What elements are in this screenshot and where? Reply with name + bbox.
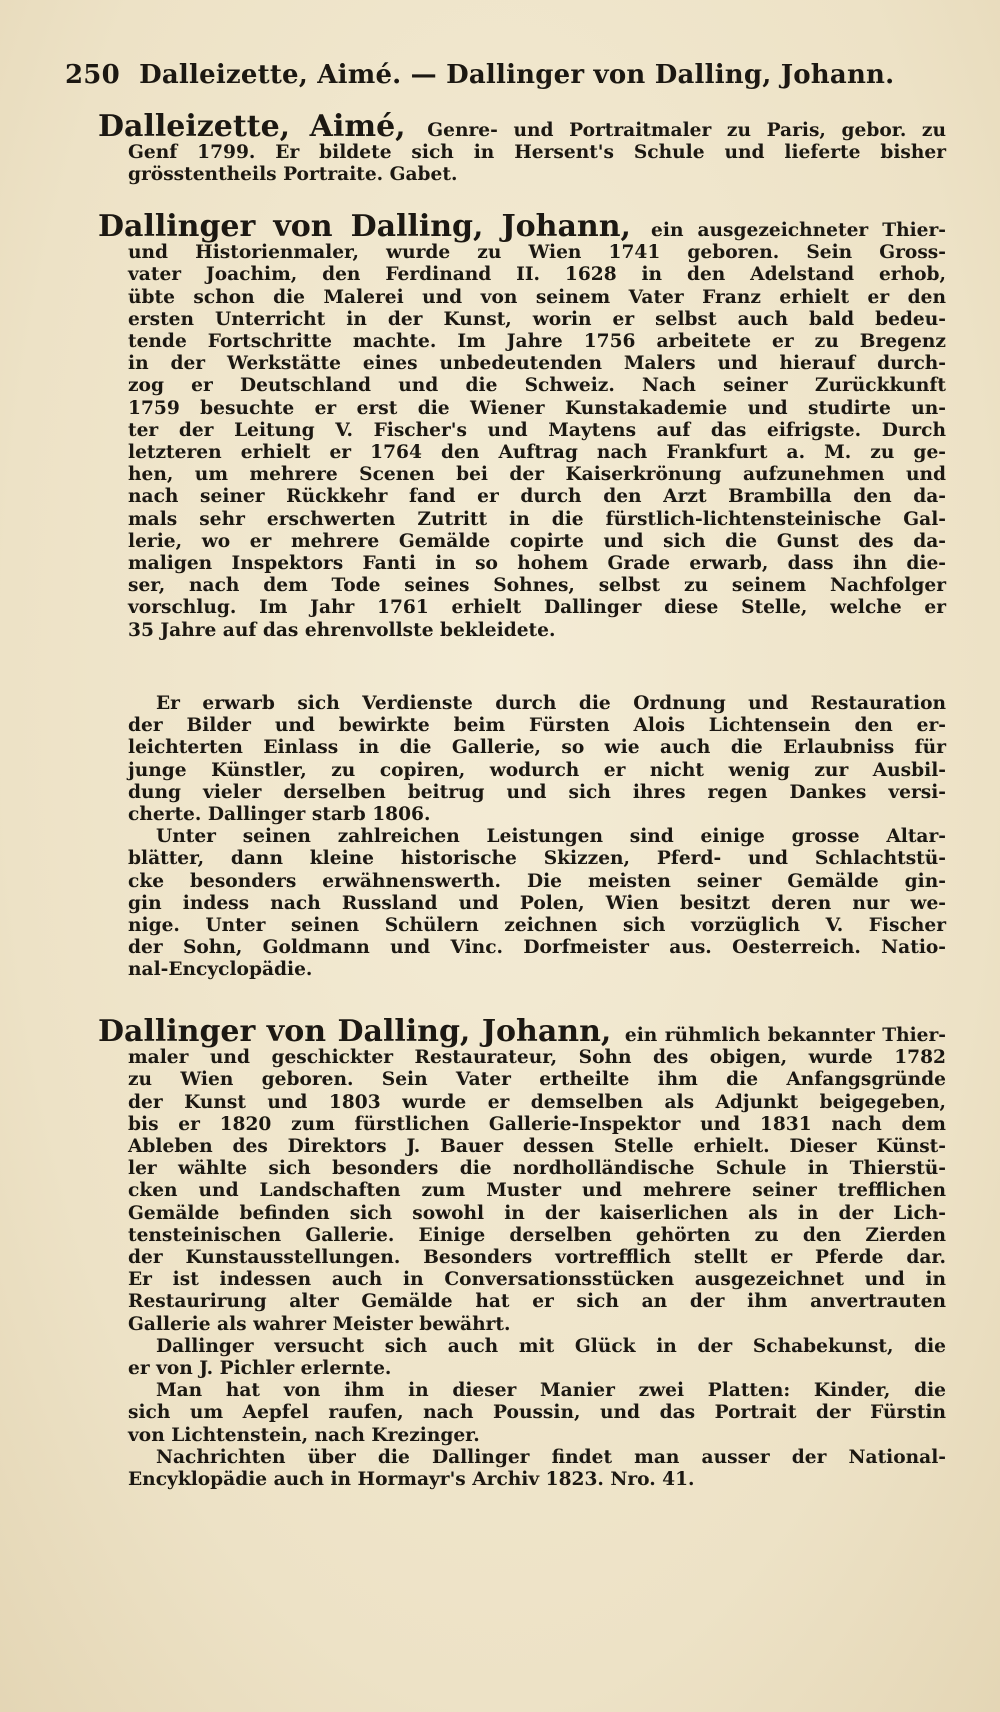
text-line: cken und Landschaften zum Muster und mehrere seiner trefflichen [128,1180,946,1202]
text-line: letzteren erhielt er 1764 den Auftrag nach Frankfurt a. M. zu ge- [128,442,946,464]
text-line: grösstentheils Portraite. Gabet. [128,164,458,186]
text-line: ler wählte sich besonders die nordholländische Schule in Thierstü- [128,1158,946,1180]
text-line: Dallinger versucht sich auch mit Glück in der Schabekunst, die [156,1335,946,1357]
text-line: gin indess nach Russland und Polen, Wien besitzt deren nur we- [128,892,946,914]
text-line: der Kunst und 1803 wurde er demselben als Adjunkt beigegeben, [128,1091,946,1113]
text-line: der Sohn, Goldmann und Vinc. Dorfmeister aus. Oesterreich. Natio- [128,937,946,959]
text-line: nach seiner Rückkehr fand er durch den Arzt Brambilla den da- [128,486,946,508]
entry-first-line: Dallinger von Dalling, Johann, ein rühmlich bekannter Thier- [98,1014,946,1049]
text-line: ter der Leitung V. Fischer's und Maytens auf das eifrigste. Durch [128,419,946,441]
text-line: Ableben des Direktors J. Bauer dessen Stelle erhielt. Dieser Künst- [128,1136,946,1158]
text-line: und Historienmaler, wurde zu Wien 1741 geboren. Sein Gross- [128,242,946,264]
text-line: nal-Encyclopädie. [128,959,313,981]
text-line: Nachrichten über die Dallinger findet man ausser der National- [156,1446,946,1468]
entry-dallinger-johann-younger [98,1014,946,1491]
text-line: 1759 besuchte er erst die Wiener Kunstakademie und studirte un- [128,397,946,419]
text-line: in der Werkstätte eines unbedeutenden Malers und hierauf durch- [128,353,946,375]
entry-dallinger-johann-elder [98,209,947,642]
entry-name: Dallinger von Dalling, Johann, [98,209,631,244]
header-title: Dalleizette, Aimé. — Dallinger von Dalling, Johann. [139,60,895,90]
entry-name: Dalleizette, Aimé, [98,109,406,144]
text-line: ser, nach dem Tode seines Sohnes, selbst zu seinem Nachfolger [128,575,946,597]
text-line: junge Künstler, zu copiren, wodurch er nicht wenig zur Ausbil- [128,759,946,781]
text-line: leichterten Einlass in die Gallerie, so wie auch die Erlaubniss für [128,737,946,759]
text-line: tende Fortschritte machte. Im Jahre 1756 arbeitete er zu Bregenz [128,331,946,353]
text-line: vorschlug. Im Jahr 1761 erhielt Dallinger diese Stelle, welche er [128,597,946,619]
text-line: hen, um mehrere Scenen bei der Kaiserkrönung aufzunehmen und [128,464,946,486]
text-line: übte schon die Malerei und von seinem Vater Franz erhielt er den [128,286,946,308]
text-line: er von J. Pichler erlernte. [128,1358,392,1380]
text-line: dung vieler derselben beitrug und sich ihres regen Dankes versi- [128,781,946,803]
text-line: Unter seinen zahlreichen Leistungen sind einige grosse Altar- [156,826,946,848]
text-line: sich um Aepfel raufen, nach Poussin, und das Portrait der Fürstin [128,1402,946,1424]
entry-first-line: Dalleizette, Aimé, Genre- und Portraitmaler zu Paris, gebor. zu [98,109,946,144]
entry-dallinger-johann-elder-continued [128,693,946,982]
text-line: Er ist indessen auch in Conversationsstücken ausgezeichnet und in [128,1269,946,1291]
text-line: der Bilder und bewirkte beim Fürsten Alois Lichtensein den er- [128,715,946,737]
text-line: zog er Deutschland und die Schweiz. Nach seiner Zurückkunft [128,375,946,397]
text-line: der Kunstausstellungen. Besonders vortrefflich stellt er Pferde dar. [128,1247,946,1269]
text-line: Man hat von ihm in dieser Manier zwei Platten: Kinder, die [156,1380,946,1402]
text-line: vater Joachim, den Ferdinand II. 1628 in den Adelstand erhob, [128,264,946,286]
text-line: nige. Unter seinen Schülern zeichnen sich vorzüglich V. Fischer [128,915,946,937]
text-line: 35 Jahre auf das ehrenvollste bekleidete. [128,619,556,641]
text-line: tensteinischen Gallerie. Einige derselben gehörten zu den Zierden [128,1224,946,1246]
text-line: cherte. Dallinger starb 1806. [128,804,431,826]
running-header [65,60,894,90]
text-line: Gallerie als wahrer Meister bewährt. [128,1313,511,1335]
text-line: bis er 1820 zum fürstlichen Gallerie-Inspektor und 1831 nach dem [128,1113,946,1135]
text-line: blätter, dann kleine historische Skizzen, Pferd- und Schlachtstü- [128,848,946,870]
text-line: Er erwarb sich Verdienste durch die Ordnung und Restauration [156,693,946,714]
entry-first-line: Dallinger von Dalling, Johann, ein ausgezeichneter Thier- [98,209,947,244]
text-line: ersten Unterricht in der Kunst, worin er selbst auch bald bedeu- [128,308,946,330]
text-line: maligen Inspektors Fanti in so hohem Grade erwarb, dass ihn die- [128,553,946,575]
text-line: Encyklopädie auch in Hormayr's Archiv 1823. Nro. 41. [128,1469,695,1491]
entry-dalleizette [98,109,946,187]
text-line: maler und geschickter Restaurateur, Sohn des obigen, wurde 1782 [128,1047,946,1069]
text-line: zu Wien geboren. Sein Vater ertheilte ihm die Anfangsgründe [128,1069,946,1091]
text-line: Restaurirung alter Gemälde hat er sich an der ihm anvertrauten [128,1291,946,1313]
page-number: 250 [65,60,120,90]
text-line: lerie, wo er mehrere Gemälde copirte und sich die Gunst des da- [128,530,946,552]
text-line: Genf 1799. Er bildete sich in Hersent's Schule und lieferte bisher [128,142,946,164]
text-line: Gemälde befinden sich sowohl in der kaiserlichen als in der Lich- [128,1202,946,1224]
text-line: von Lichtenstein, nach Krezinger. [128,1424,480,1446]
text-line: mals sehr erschwerten Zutritt in die fürstlich-lichtensteinische Gal- [128,508,946,530]
text-line: cke besonders erwähnenswerth. Die meisten seiner Gemälde gin- [128,870,946,892]
entry-name: Dallinger von Dalling, Johann, [98,1014,612,1049]
